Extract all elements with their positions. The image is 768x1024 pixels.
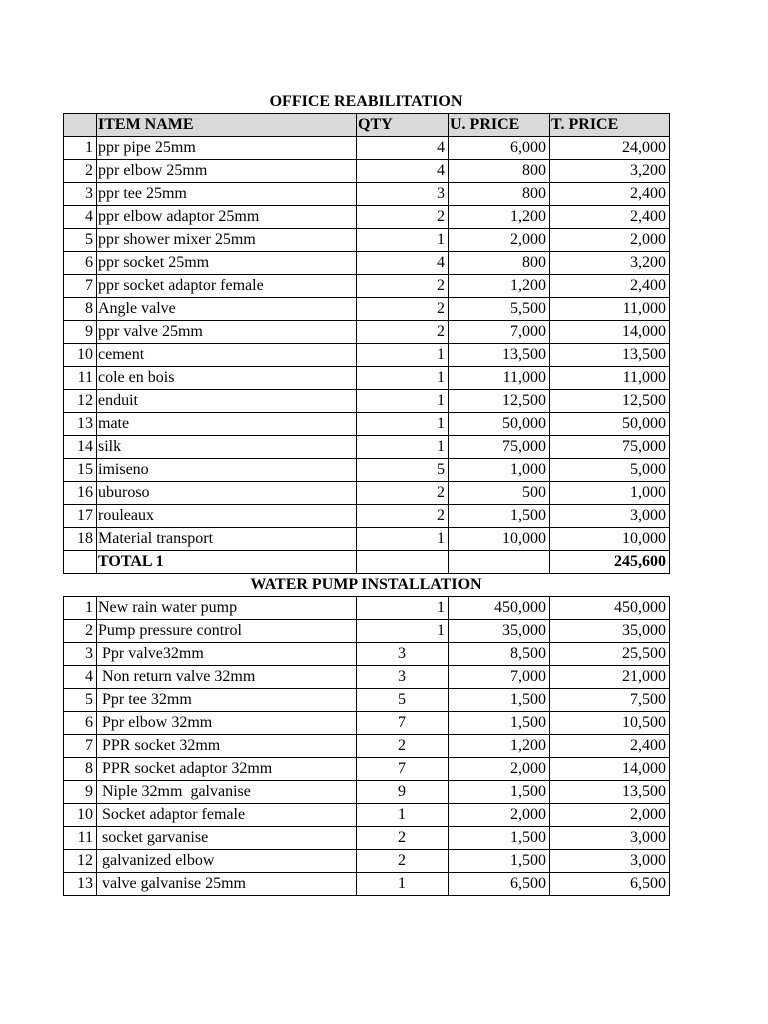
total-price-cell: 35,000 (550, 620, 670, 643)
total-price-cell: 75,000 (550, 436, 670, 459)
row-number: 12 (64, 390, 97, 413)
qty-cell: 1 (357, 804, 449, 827)
total-price-cell: 3,200 (550, 160, 670, 183)
unit-price-cell: 2,000 (449, 758, 550, 781)
total-price-cell: 2,400 (550, 735, 670, 758)
item-name-cell: ppr elbow adaptor 25mm (97, 206, 357, 229)
item-name-cell: galvanized elbow (97, 850, 357, 873)
unit-price-cell: 1,500 (449, 781, 550, 804)
row-number: 13 (64, 873, 97, 896)
table-row (64, 505, 670, 528)
total-label: TOTAL 1 (97, 551, 357, 574)
row-number: 8 (64, 758, 97, 781)
item-name-cell: ppr shower mixer 25mm (97, 229, 357, 252)
header-qty: QTY (357, 114, 449, 137)
item-name-cell: Socket adaptor female (97, 804, 357, 827)
table-row (64, 666, 670, 689)
table-row (64, 436, 670, 459)
total-price-cell: 2,400 (550, 183, 670, 206)
total-price-cell: 3,000 (550, 505, 670, 528)
item-name-cell: silk (97, 436, 357, 459)
qty-cell: 7 (357, 758, 449, 781)
section2-title: WATER PUMP INSTALLATION (250, 576, 482, 593)
total-blank-cell (357, 551, 449, 574)
qty-cell: 4 (357, 160, 449, 183)
table-row (64, 689, 670, 712)
qty-cell: 1 (357, 597, 449, 620)
total-price-cell: 2,000 (550, 804, 670, 827)
total-price-cell: 11,000 (550, 298, 670, 321)
unit-price-cell: 10,000 (449, 528, 550, 551)
row-number: 1 (64, 597, 97, 620)
item-name-cell: PPR socket 32mm (97, 735, 357, 758)
unit-price-cell: 5,500 (449, 298, 550, 321)
row-number: 10 (64, 344, 97, 367)
total-price-cell: 13,500 (550, 781, 670, 804)
total-price-cell: 24,000 (550, 137, 670, 160)
row-number: 3 (64, 183, 97, 206)
item-name-cell: socket garvanise (97, 827, 357, 850)
total-row (64, 551, 670, 574)
unit-price-cell: 1,500 (449, 850, 550, 873)
total-price-cell: 6,500 (550, 873, 670, 896)
table-row (64, 620, 670, 643)
total-price-cell: 2,400 (550, 206, 670, 229)
header-item-name: ITEM NAME (97, 114, 357, 137)
unit-price-cell: 1,000 (449, 459, 550, 482)
row-number: 14 (64, 436, 97, 459)
qty-cell: 4 (357, 252, 449, 275)
table-row (64, 367, 670, 390)
table-row (64, 482, 670, 505)
unit-price-cell: 1,500 (449, 689, 550, 712)
unit-price-cell: 11,000 (449, 367, 550, 390)
item-name-cell: ppr socket adaptor female (97, 275, 357, 298)
qty-cell: 4 (357, 137, 449, 160)
row-number: 18 (64, 528, 97, 551)
total-price-cell: 2,000 (550, 229, 670, 252)
qty-cell: 1 (357, 367, 449, 390)
qty-cell: 1 (357, 390, 449, 413)
item-name-cell: ppr tee 25mm (97, 183, 357, 206)
item-name-cell: PPR socket adaptor 32mm (97, 758, 357, 781)
qty-cell: 1 (357, 344, 449, 367)
table-row (64, 344, 670, 367)
total-price-cell: 2,400 (550, 275, 670, 298)
table-row (64, 758, 670, 781)
total-price-cell: 25,500 (550, 643, 670, 666)
qty-cell: 9 (357, 781, 449, 804)
total-price-cell: 7,500 (550, 689, 670, 712)
unit-price-cell: 1,500 (449, 712, 550, 735)
unit-price-cell: 7,000 (449, 666, 550, 689)
row-number: 13 (64, 413, 97, 436)
qty-cell: 2 (357, 505, 449, 528)
qty-cell: 2 (357, 735, 449, 758)
unit-price-cell: 1,200 (449, 275, 550, 298)
item-name-cell: Ppr valve32mm (97, 643, 357, 666)
qty-cell: 1 (357, 436, 449, 459)
total-price-cell: 450,000 (550, 597, 670, 620)
row-number: 8 (64, 298, 97, 321)
qty-cell: 3 (357, 666, 449, 689)
row-number: 9 (64, 781, 97, 804)
item-name-cell: imiseno (97, 459, 357, 482)
row-number: 16 (64, 482, 97, 505)
row-number: 10 (64, 804, 97, 827)
row-number: 12 (64, 850, 97, 873)
total-price-cell: 14,000 (550, 321, 670, 344)
row-number: 4 (64, 666, 97, 689)
item-name-cell: ppr pipe 25mm (97, 137, 357, 160)
qty-cell: 1 (357, 229, 449, 252)
unit-price-cell: 6,500 (449, 873, 550, 896)
total-price-cell: 1,000 (550, 482, 670, 505)
qty-cell: 2 (357, 482, 449, 505)
qty-cell: 3 (357, 183, 449, 206)
header-unit-price: U. PRICE (449, 114, 550, 137)
unit-price-cell: 800 (449, 252, 550, 275)
table-row (64, 275, 670, 298)
item-name-cell: New rain water pump (97, 597, 357, 620)
table-row (64, 873, 670, 896)
row-number: 7 (64, 735, 97, 758)
row-number: 7 (64, 275, 97, 298)
row-number: 11 (64, 367, 97, 390)
table-row (64, 804, 670, 827)
row-number: 2 (64, 160, 97, 183)
table-row (64, 252, 670, 275)
qty-cell: 1 (357, 873, 449, 896)
qty-cell: 1 (357, 413, 449, 436)
unit-price-cell: 800 (449, 160, 550, 183)
row-number: 4 (64, 206, 97, 229)
section2-title-row (64, 574, 670, 597)
header-row (64, 114, 670, 137)
qty-cell: 2 (357, 206, 449, 229)
table-row (64, 321, 670, 344)
row-number: 1 (64, 137, 97, 160)
item-name-cell: ppr socket 25mm (97, 252, 357, 275)
total-blank-cell (64, 551, 97, 574)
table-row (64, 827, 670, 850)
table-row (64, 643, 670, 666)
item-name-cell: Niple 32mm galvanise (97, 781, 357, 804)
qty-cell: 2 (357, 850, 449, 873)
qty-cell: 2 (357, 321, 449, 344)
section1-title-row (64, 91, 670, 114)
spreadsheet (63, 91, 670, 896)
row-number: 5 (64, 229, 97, 252)
total-price-cell: 14,000 (550, 758, 670, 781)
table-row (64, 528, 670, 551)
unit-price-cell: 50,000 (449, 413, 550, 436)
total-price-cell: 11,000 (550, 367, 670, 390)
table-row (64, 206, 670, 229)
table-row (64, 735, 670, 758)
unit-price-cell: 800 (449, 183, 550, 206)
unit-price-cell: 450,000 (449, 597, 550, 620)
item-name-cell: cement (97, 344, 357, 367)
unit-price-cell: 12,500 (449, 390, 550, 413)
item-name-cell: Ppr tee 32mm (97, 689, 357, 712)
total-price-cell: 3,000 (550, 850, 670, 873)
total-price-cell: 5,000 (550, 459, 670, 482)
table-row (64, 712, 670, 735)
item-name-cell: ppr valve 25mm (97, 321, 357, 344)
total-price-cell: 10,000 (550, 528, 670, 551)
section1-title: OFFICE REABILITATION (269, 93, 463, 110)
row-number: 3 (64, 643, 97, 666)
table-row (64, 597, 670, 620)
row-number: 11 (64, 827, 97, 850)
qty-cell: 3 (357, 643, 449, 666)
item-name-cell: uburoso (97, 482, 357, 505)
row-number: 17 (64, 505, 97, 528)
header-total-price: T. PRICE (550, 114, 670, 137)
item-name-cell: Ppr elbow 32mm (97, 712, 357, 735)
unit-price-cell: 1,500 (449, 827, 550, 850)
unit-price-cell: 75,000 (449, 436, 550, 459)
total-value: 245,600 (550, 551, 670, 574)
unit-price-cell: 35,000 (449, 620, 550, 643)
total-price-cell: 21,000 (550, 666, 670, 689)
item-name-cell: rouleaux (97, 505, 357, 528)
item-name-cell: mate (97, 413, 357, 436)
item-name-cell: Material transport (97, 528, 357, 551)
row-number: 9 (64, 321, 97, 344)
row-number: 5 (64, 689, 97, 712)
table-row (64, 183, 670, 206)
row-number: 2 (64, 620, 97, 643)
cost-table (63, 91, 670, 896)
total-price-cell: 50,000 (550, 413, 670, 436)
table-row (64, 298, 670, 321)
item-name-cell: ppr elbow 25mm (97, 160, 357, 183)
item-name-cell: Pump pressure control (97, 620, 357, 643)
item-name-cell: enduit (97, 390, 357, 413)
table-row (64, 390, 670, 413)
qty-cell: 2 (357, 827, 449, 850)
qty-cell: 1 (357, 528, 449, 551)
unit-price-cell: 2,000 (449, 804, 550, 827)
item-name-cell: valve galvanise 25mm (97, 873, 357, 896)
qty-cell: 5 (357, 689, 449, 712)
table-row (64, 459, 670, 482)
total-price-cell: 12,500 (550, 390, 670, 413)
qty-cell: 1 (357, 620, 449, 643)
row-number: 6 (64, 252, 97, 275)
table-row (64, 160, 670, 183)
qty-cell: 7 (357, 712, 449, 735)
item-name-cell: cole en bois (97, 367, 357, 390)
table-row (64, 850, 670, 873)
qty-cell: 5 (357, 459, 449, 482)
unit-price-cell: 500 (449, 482, 550, 505)
unit-price-cell: 2,000 (449, 229, 550, 252)
unit-price-cell: 7,000 (449, 321, 550, 344)
unit-price-cell: 8,500 (449, 643, 550, 666)
item-name-cell: Non return valve 32mm (97, 666, 357, 689)
row-number: 6 (64, 712, 97, 735)
total-price-cell: 3,200 (550, 252, 670, 275)
unit-price-cell: 1,200 (449, 206, 550, 229)
total-price-cell: 3,000 (550, 827, 670, 850)
unit-price-cell: 6,000 (449, 137, 550, 160)
unit-price-cell: 13,500 (449, 344, 550, 367)
header-no-cell (64, 114, 97, 137)
total-blank-cell (449, 551, 550, 574)
row-number: 15 (64, 459, 97, 482)
total-price-cell: 13,500 (550, 344, 670, 367)
table-row (64, 413, 670, 436)
table-row (64, 781, 670, 804)
item-name-cell: Angle valve (97, 298, 357, 321)
table-row (64, 137, 670, 160)
unit-price-cell: 1,200 (449, 735, 550, 758)
table-row (64, 229, 670, 252)
qty-cell: 2 (357, 298, 449, 321)
total-price-cell: 10,500 (550, 712, 670, 735)
qty-cell: 2 (357, 275, 449, 298)
unit-price-cell: 1,500 (449, 505, 550, 528)
